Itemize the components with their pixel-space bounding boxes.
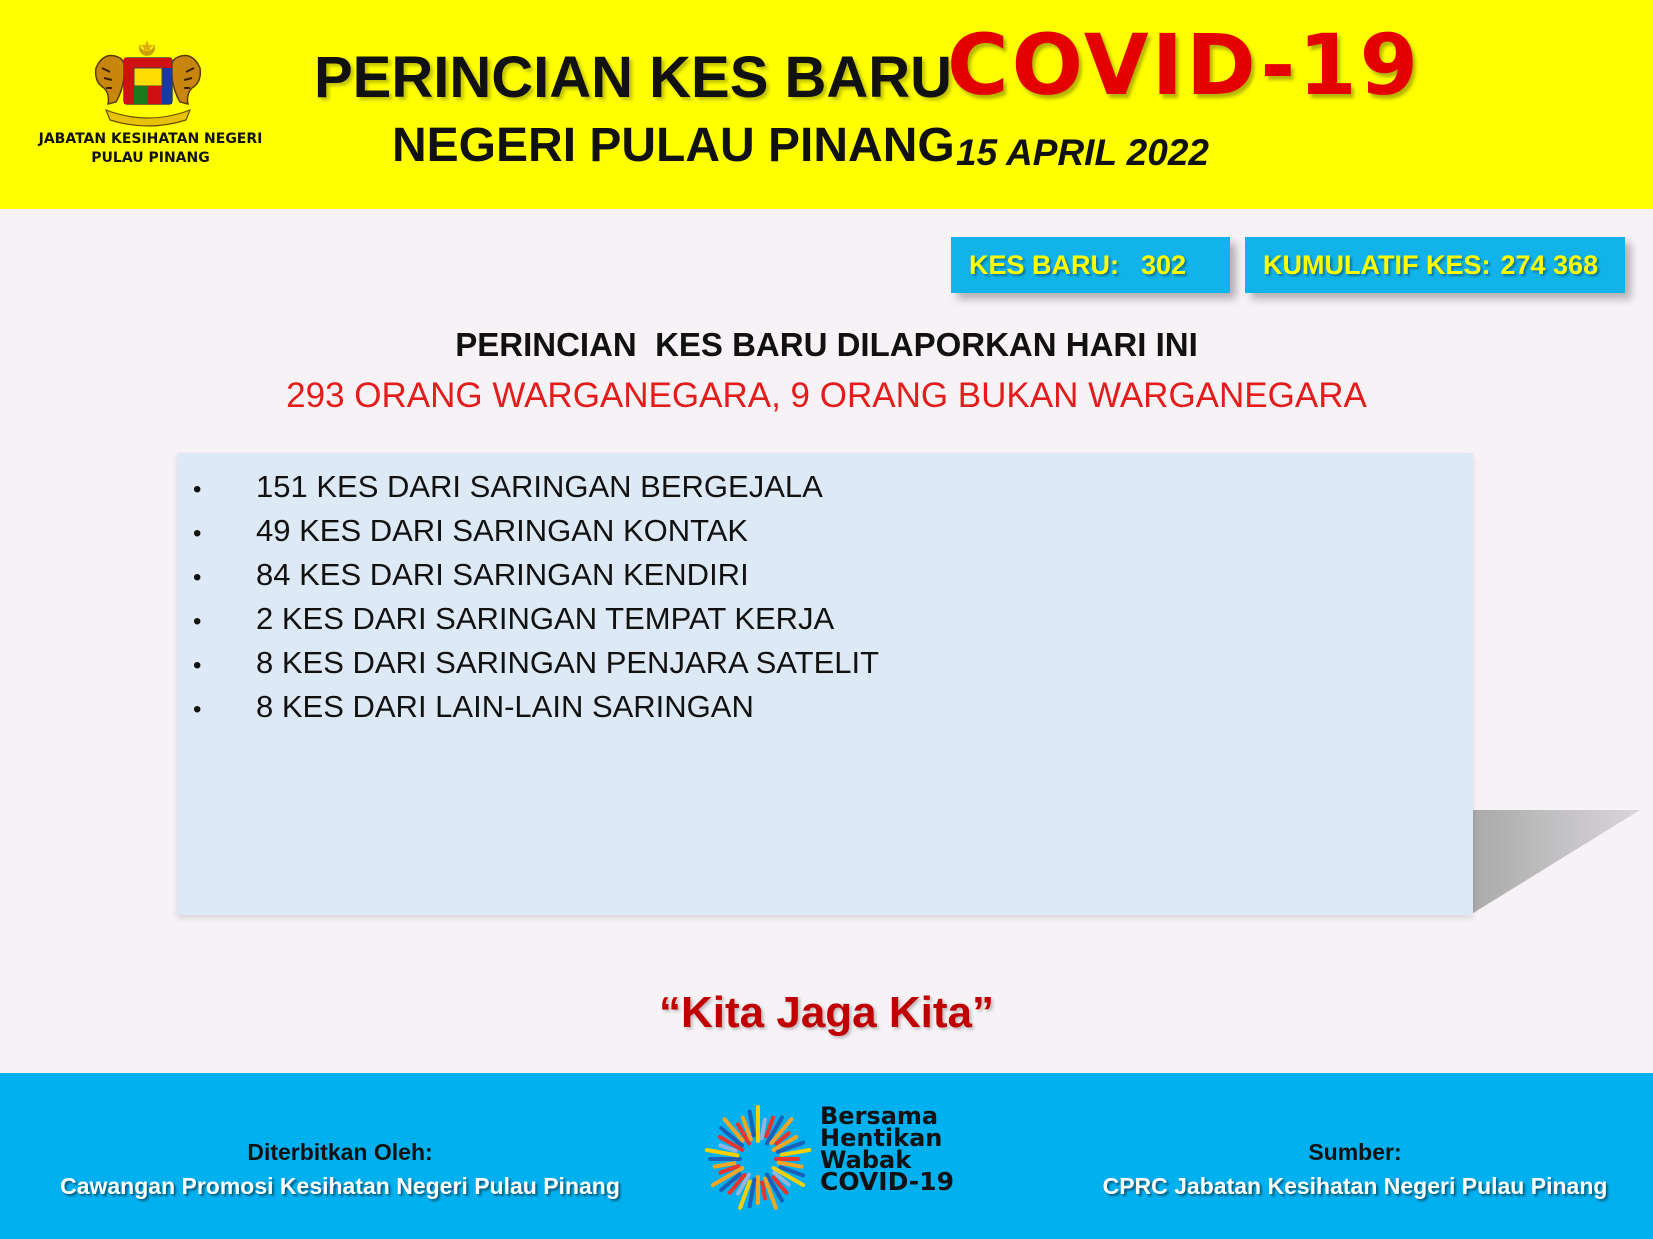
list-item-text: 84 KES DARI SARINGAN KENDIRI (256, 557, 749, 592)
new-cases-value: 302 (1141, 249, 1187, 280)
campaign-line4: COVID-19 (820, 1167, 954, 1196)
state-name: NEGERI PULAU PINANG (392, 119, 955, 172)
bullet-icon: • (193, 652, 202, 679)
source-block (1090, 1135, 1620, 1203)
burst-ray (750, 1112, 754, 1136)
list-item (193, 553, 879, 597)
list-item-text: 2 KES DARI SARINGAN TEMPAT KERJA (256, 601, 835, 636)
list-item (193, 509, 879, 553)
source-label: Sumber: (1308, 1139, 1402, 1165)
breakdown-list (193, 465, 879, 729)
list-item (193, 685, 879, 729)
list-item-text: 8 KES DARI SARINGAN PENJARA SATELIT (256, 645, 880, 680)
list-item (193, 597, 879, 641)
section-subtitle: 293 ORANG WARGANEGARA, 9 ORANG BUKAN WARGANEGARA (286, 376, 1367, 415)
bullet-icon: • (193, 696, 202, 723)
list-item-text: 8 KES DARI LAIN-LAIN SARINGAN (256, 689, 754, 724)
burst-ray (762, 1183, 765, 1199)
report-date: 15 APRIL 2022 (956, 132, 1209, 173)
new-cases-badge (951, 237, 1230, 293)
coat-of-arms-icon (86, 38, 210, 130)
slogan: “Kita Jaga Kita” (659, 988, 994, 1037)
cumulative-cases-label: KUMULATIF KES: (1263, 249, 1491, 280)
breakdown-panel (177, 453, 1473, 915)
campaign-line3: Wabak (820, 1146, 912, 1174)
list-item-text: 151 KES DARI SARINGAN BERGEJALA (256, 469, 823, 504)
campaign-text (820, 1102, 954, 1196)
department-name-line1: JABATAN KESIHATAN NEGERI (38, 131, 263, 147)
department-name-line2: PULAU PINANG (91, 150, 210, 166)
cumulative-cases-badge (1245, 237, 1625, 293)
header-banner (0, 0, 1653, 209)
section-title: PERINCIAN KES BARU DILAPORKAN HARI INI (455, 326, 1198, 363)
bullet-icon: • (193, 476, 202, 503)
box-shadow-decoration (1470, 800, 1650, 915)
publisher-block (40, 1135, 640, 1203)
page-title: PERINCIAN KES BARU (314, 45, 953, 110)
covid-title-highlight: COVID-19 (947, 16, 1422, 114)
publisher-name: Cawangan Promosi Kesihatan Negeri Pulau Pinang (60, 1173, 620, 1199)
campaign-burst-icon (700, 1101, 816, 1217)
list-item-text: 49 KES DARI SARINGAN KONTAK (256, 513, 749, 548)
burst-ray (715, 1163, 735, 1166)
list-item (193, 465, 879, 509)
source-name: CPRC Jabatan Kesihatan Negeri Pulau Pinang (1102, 1173, 1608, 1199)
new-cases-label: KES BARU: (969, 249, 1120, 280)
list-item (193, 641, 879, 685)
bullet-icon: • (193, 564, 202, 591)
department-logo (28, 38, 273, 178)
bullet-icon: • (193, 520, 202, 547)
publisher-label: Diterbitkan Oleh: (247, 1139, 433, 1165)
bullet-icon: • (193, 608, 202, 635)
department-name (28, 130, 273, 168)
campaign-line2: Hentikan (820, 1124, 943, 1152)
campaign-logo (700, 1101, 970, 1217)
campaign-line1: Bersama (820, 1102, 939, 1130)
cumulative-cases-value: 274 368 (1500, 249, 1599, 280)
footer-banner (0, 1073, 1653, 1239)
